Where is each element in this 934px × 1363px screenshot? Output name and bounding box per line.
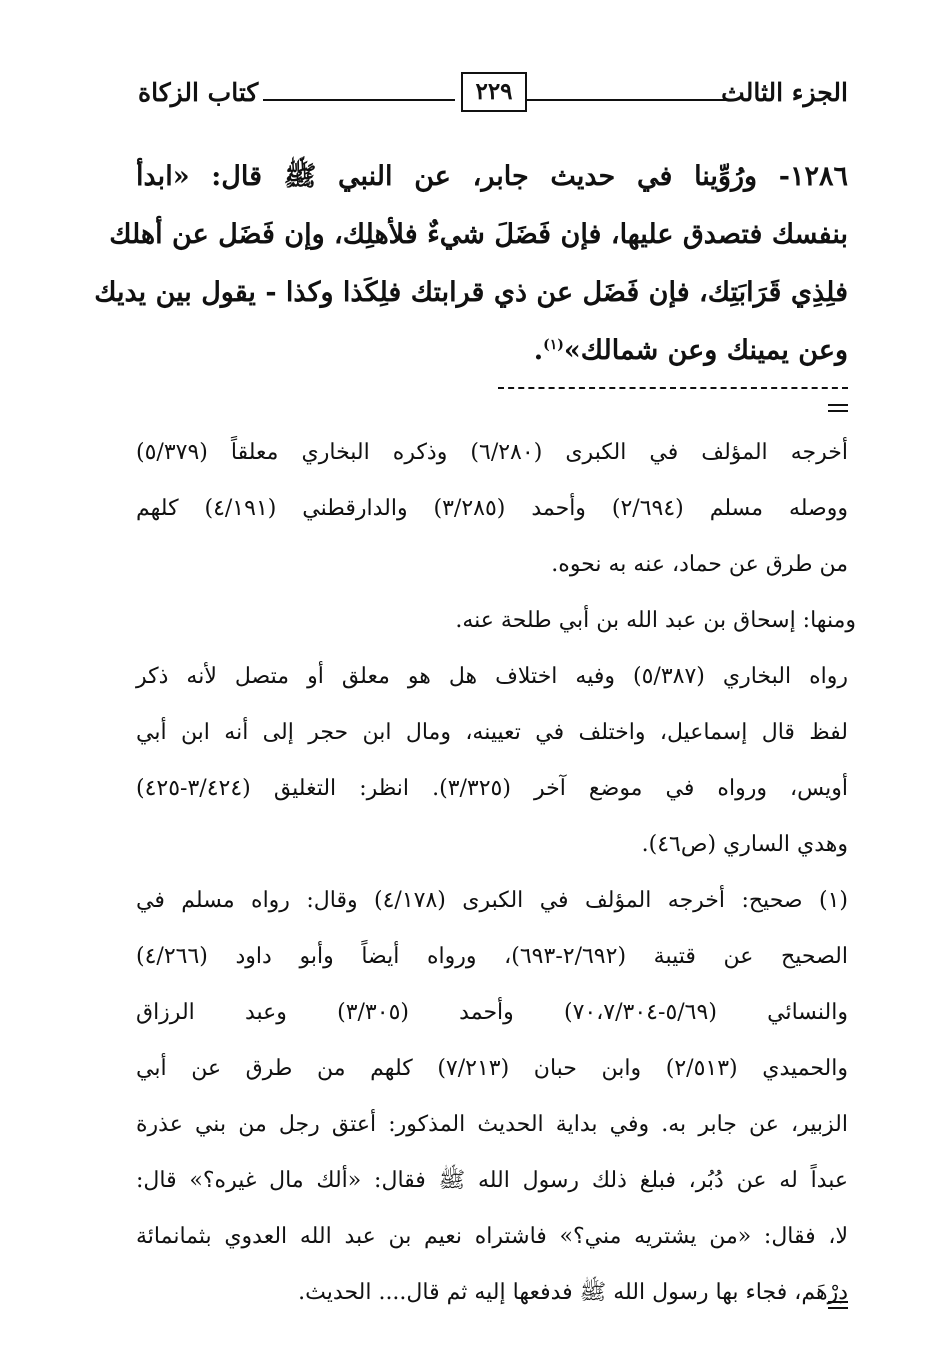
hadith-line: بنفسك فتصدق عليها، فإن فَضَلَ شيءٌ فلأهلِك، وإن فَضَل عن أهلك <box>109 219 848 250</box>
note-line: لفظ قال إسماعيل، واختلف في تعيينه، ومال ابن حجر إلى أنه ابن أبي <box>136 720 848 745</box>
footnote-line: الصحيح عن قتيبة (٢/٦٩٢-٦٩٣)، ورواه أيضاً وأبو داود (٤/٢٦٦) <box>136 944 848 969</box>
footnote-line: عبداً له عن دُبُر، فبلغ ذلك رسول الله ﷺ فقال: «ألك مال غيره؟» قال: <box>136 1168 848 1193</box>
footnote-line: (١) صحيح: أخرجه المؤلف في الكبرى (٤/١٧٨) وقال: رواه مسلم في <box>136 888 849 913</box>
hadith-end-mark: . <box>533 335 544 366</box>
hadith-line: فلِذِي قَرَابَتِك، فإن فَضَل عن ذي قرابتك فلِكَذا وكذا - يقول بين يديك <box>94 277 848 308</box>
volume-label: الجزء الثالث <box>721 78 848 107</box>
note-line: ووصله مسلم (٢/٦٩٤) وأحمد (٣/٢٨٥) والدارقطني (٤/١٩١) كلهم <box>136 496 848 521</box>
header-rule-right <box>520 99 726 101</box>
note-line: من طرق عن حماد، عنه به نحوه. <box>551 552 848 577</box>
notes-section <box>136 425 856 1321</box>
footnote-ref: (١) <box>543 337 564 353</box>
dashed-separator <box>498 387 848 389</box>
note-line: أخرجه المؤلف في الكبرى (٦/٢٨٠) وذكره البخاري معلقاً (٥/٣٧٩) <box>136 440 848 465</box>
note-line: وهدي الساري (ص٤٦). <box>641 832 848 857</box>
hadith-text <box>94 148 848 380</box>
footnote-line: لا، فقال: «من يشتريه مني؟» فاشتراه نعيم بن عبد الله العدوي بثمانمائة <box>136 1224 848 1249</box>
note-line: رواه البخاري (٥/٣٨٧) وفيه اختلاف هل هو معلق أو متصل لأنه ذكر <box>136 664 848 689</box>
footnote-line: الزبير، عن جابر به. وفي بداية الحديث المذكور: أعتق رجل من بني عذرة <box>136 1112 848 1137</box>
page-number: ٢٢٩ <box>461 72 527 112</box>
note-line: ومنها: إسحاق بن عبد الله بن أبي طلحة عنه. <box>455 608 856 633</box>
footnote-line: والحميدي (٢/٥١٣) وابن حبان (٧/٢١٣) كلهم من طرق عن أبي <box>136 1056 848 1081</box>
hadith-line-last <box>136 322 848 380</box>
running-header <box>138 68 848 118</box>
note-line: أويس، ورواه في موضع آخر (٣/٣٢٥). انظر: التغليق (٣/٤٢٤-٤٢٥) <box>136 776 849 801</box>
hadith-line: ١٢٨٦- ورُوِّينا في حديث جابر، عن النبي ﷺ قال: «ابدأ <box>136 161 848 192</box>
footnote-line: دِرْهَم، فجاء بها رسول الله ﷺ فدفعها إليه ثم قال.... الحديث. <box>298 1280 848 1305</box>
footnote-line: والنسائي (٥/٦٩-٧٠،٧/٣٠٤) وأحمد (٣/٣٠٥) وعبد الرزاق <box>136 1000 848 1025</box>
book-title: كتاب الزكاة <box>138 78 259 107</box>
header-rule-left <box>263 99 455 101</box>
hadith-line-text: وعن يمينك وعن شمالك» <box>563 335 848 366</box>
